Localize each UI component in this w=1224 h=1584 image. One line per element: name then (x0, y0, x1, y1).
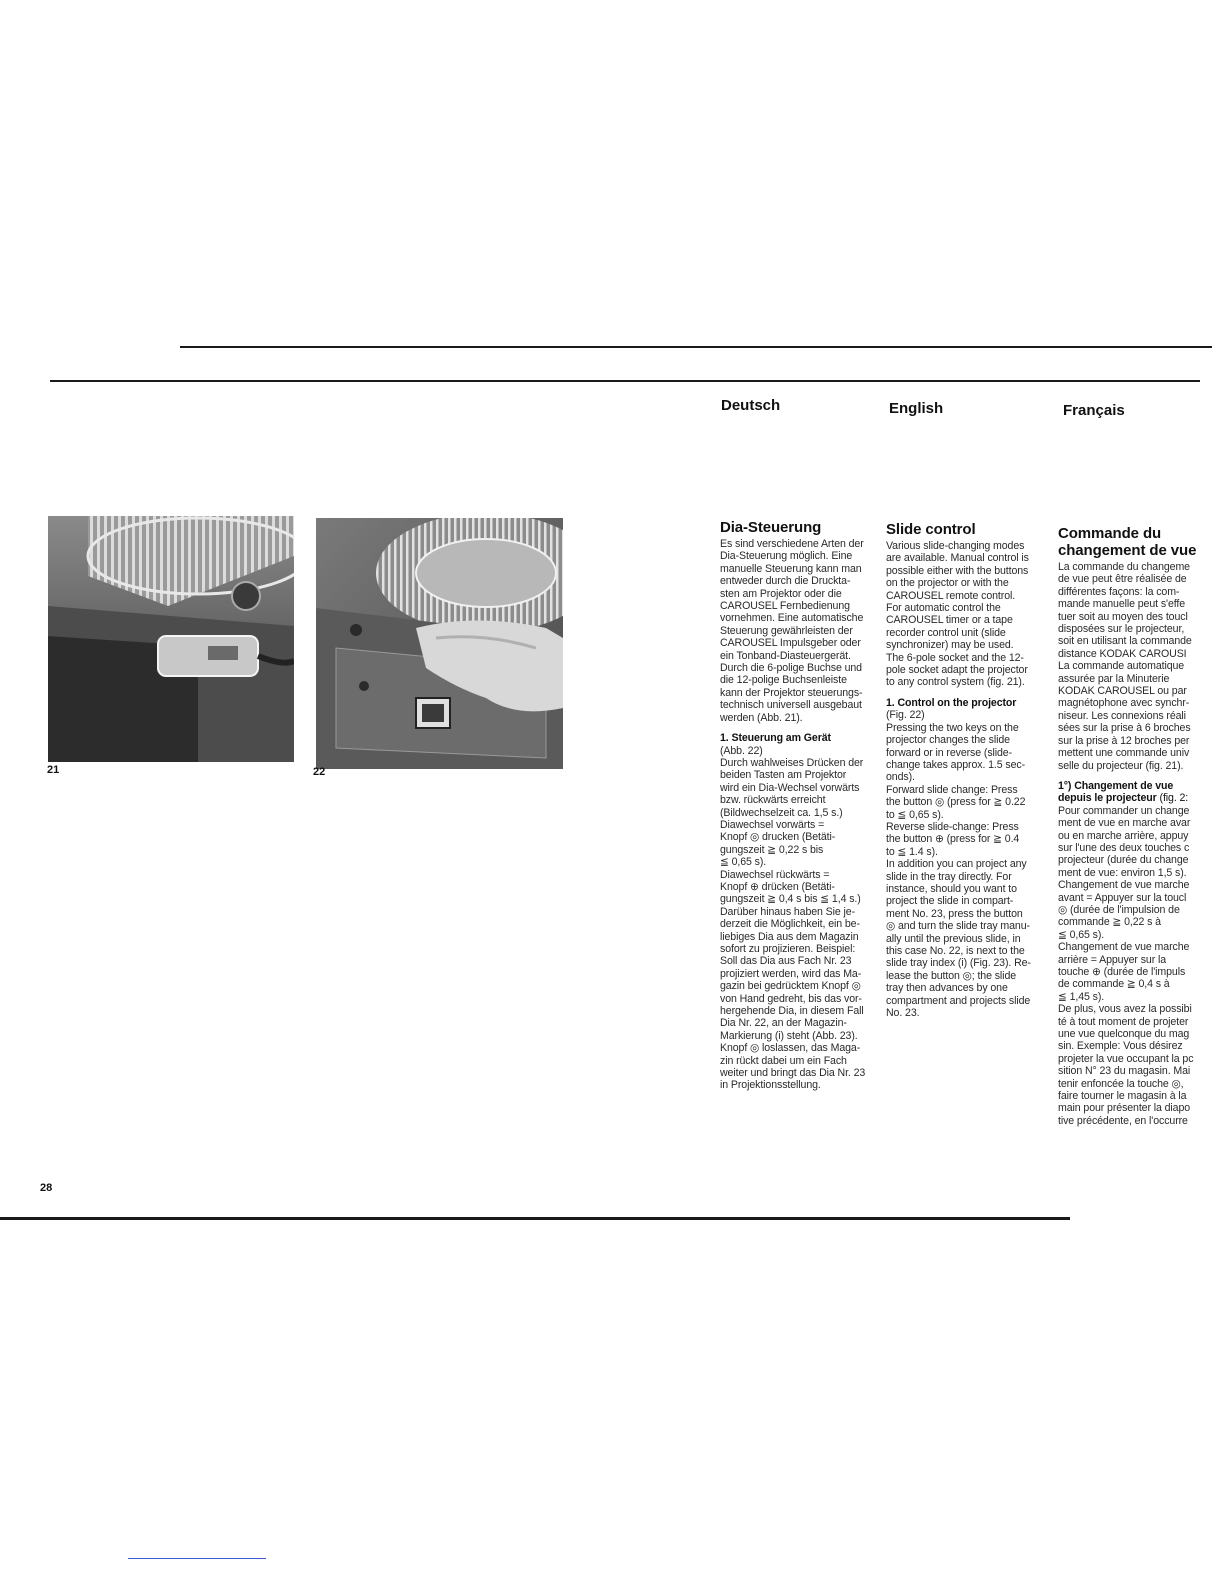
english-para1: Pressing the two keys on the projector changes the slide forward or in reverse (slide- change takes approx. 1.5 sec- onds). Forward slide change: Press the button ◎ (press for ≧ 0.22 to ≦ 0,65 s). Reverse slide-change: Press the button ⊕ (press for ≧ 0.4 to ≦ 1.4 s). In addition you can project any slide in the tray directly. For instance, should you want to project the slide in compart- ment No. 23, press the button ◎ and turn the slide tray manu- ally until the previous slide, in this case No. 22, is next to the slide tray index (i) (Fig. 23). Re- lease the button ◎; the slide tray then advances by one compartment and projects slide No. 23. (886, 721, 1031, 1020)
english-subheading: 1. Control on the projector (886, 696, 1017, 709)
francais-intro: La commande du changeme de vue peut être réalisée de différentes façons: la com- mande manuelle peut s'effe tuer soit au moyen des toucl disposées sur le projecteur, soit en utilisant la commande distance KODAK CAROUSI La commande automatique assurée par la Minuterie KODAK CAROUSEL ou par magnétophone avec synchr- niseur. Les connexions réali sées sur la prise à 6 broches sur la prise à 12 broches per mettent une commande univ selle du projecteur (fig. 21). (1058, 561, 1192, 772)
column-francais (1058, 525, 1218, 1127)
francais-title-line1: Commande du (1058, 525, 1162, 542)
francais-para1: Pour commander un change ment de vue en marche avar ou en marche arrière, appuy sur l'une des deux touches c projecteur (durée du change ment de vue: environ 1,5 s). Changement de vue marche avant = Appuyer sur la toucl ◎ (durée de l'impulsion de commande ≧ 0,22 s à ≦ 0,65 s). Changement de vue marche arrière = Appuyer sur la touche ⊕ (durée de l'impuls de commande ≧ 0,4 s à ≦ 1,45 s). De plus, vous avez la possibi té à tout moment de projeter une vue quelconque du mag sin. Exemple: Vous désirez projeter la vue occupant la pc sition N° 23 du magasin. Mai tenir enfoncée la touche ◎, faire tourner le magasin à la main pour présenter la diapo tive précédente, en l'occurre (1058, 804, 1194, 1127)
column-deutsch (720, 519, 880, 1092)
page-number: 28 (40, 1182, 53, 1194)
deutsch-subheading: 1. Steuerung am Gerät (720, 732, 831, 745)
francais-subheading-line2 (1058, 792, 1218, 804)
deutsch-title: Dia-Steuerung (720, 519, 822, 536)
english-intro: Various slide-changing modes are available. Manual control is possible either with the buttons on the projector or with the CAROUSEL remote control. For automatic control the CAROUSEL timer or a tape recorder control unit (slide synchronizer) may be used. The 6-pole socket and the 12- pole socket adapt the projector to any control system (fig. 21). (886, 540, 1029, 689)
bottom-blue-rule (128, 1558, 266, 1559)
francais-title-line2: changement de vue (1058, 542, 1197, 559)
deutsch-intro: Es sind verschiedene Arten der Dia-Steuerung möglich. Eine manuelle Steuerung kann man entweder durch die Druckta- sten am Projektor oder die CAROUSEL Fernbedienung vornehmen. Eine automatische Steuerung gewährleisten der CAROUSEL Impulsgeber oder ein Tonband-Diasteuergerät. Durch die 6-polige Buchse und die 12-polige Buchsenleiste kann der Projektor steuerungs- technisch universell ausgebaut werden (Abb. 21). (720, 538, 864, 724)
deutsch-para2: Diawechsel vorwärts = Knopf ◎ drucken (Betäti- gungszeit ≧ 0,22 s bis ≦ 0,65 s). Diawechsel rückwärts = Knopf ⊕ drücken (Betäti- gungszeit ≧ 0,4 s bis ≦ 1,4 s.) (720, 818, 861, 906)
english-subheading-ref: (Fig. 22) (886, 709, 925, 722)
deutsch-para3: Darüber hinaus haben Sie je- derzeit die Möglichkeit, ein be- liebiges Dia aus dem Magazin sofort zu projizieren. Beispiel: Soll das Dia aus Fach Nr. 23 projiziert werden, wird das Ma- gazin bei gedrücktem Knopf ◎ von Hand gedreht, bis das vor- hergehende Dia, in diesem Fall Dia Nr. 22, an der Magazin- Markierung (i) steht (Abb. 23). Knopf ◎ loslassen, das Maga- zin rückt dabei um ein Fach weiter und bringt das Dia Nr. 23 in Projektionsstellung. (720, 905, 866, 1092)
francais-subheading-line1: 1°) Changement de vue (1058, 779, 1174, 792)
figure-22-photo (316, 518, 563, 769)
column-english (886, 521, 1046, 1019)
francais-subheading-text: depuis le projecteur (1058, 792, 1157, 805)
heading-deutsch: Deutsch (721, 397, 781, 414)
figure-22-number: 22 (313, 766, 326, 778)
heading-francais: Français (1063, 402, 1125, 419)
bottom-rule (0, 1217, 1070, 1220)
deutsch-para1: Durch wahlweises Drücken der beiden Tasten am Projektor wird ein Dia-Wechsel vorwärts bzw. rückwärts erreicht (Bildwechselzeit ca. 1,5 s.) (720, 756, 864, 819)
top-rule-lower (50, 380, 1200, 382)
projector-hand-illustration (316, 518, 563, 769)
figure-21-number: 21 (47, 764, 60, 776)
top-rule-upper (180, 346, 1212, 348)
figure-21-photo (48, 516, 294, 762)
projector-connector-illustration (48, 516, 294, 762)
heading-english: English (889, 400, 944, 417)
english-title: Slide control (886, 521, 976, 538)
francais-subheading-ref: (fig. 2: (1159, 792, 1189, 805)
deutsch-subheading-ref: (Abb. 22) (720, 744, 763, 757)
